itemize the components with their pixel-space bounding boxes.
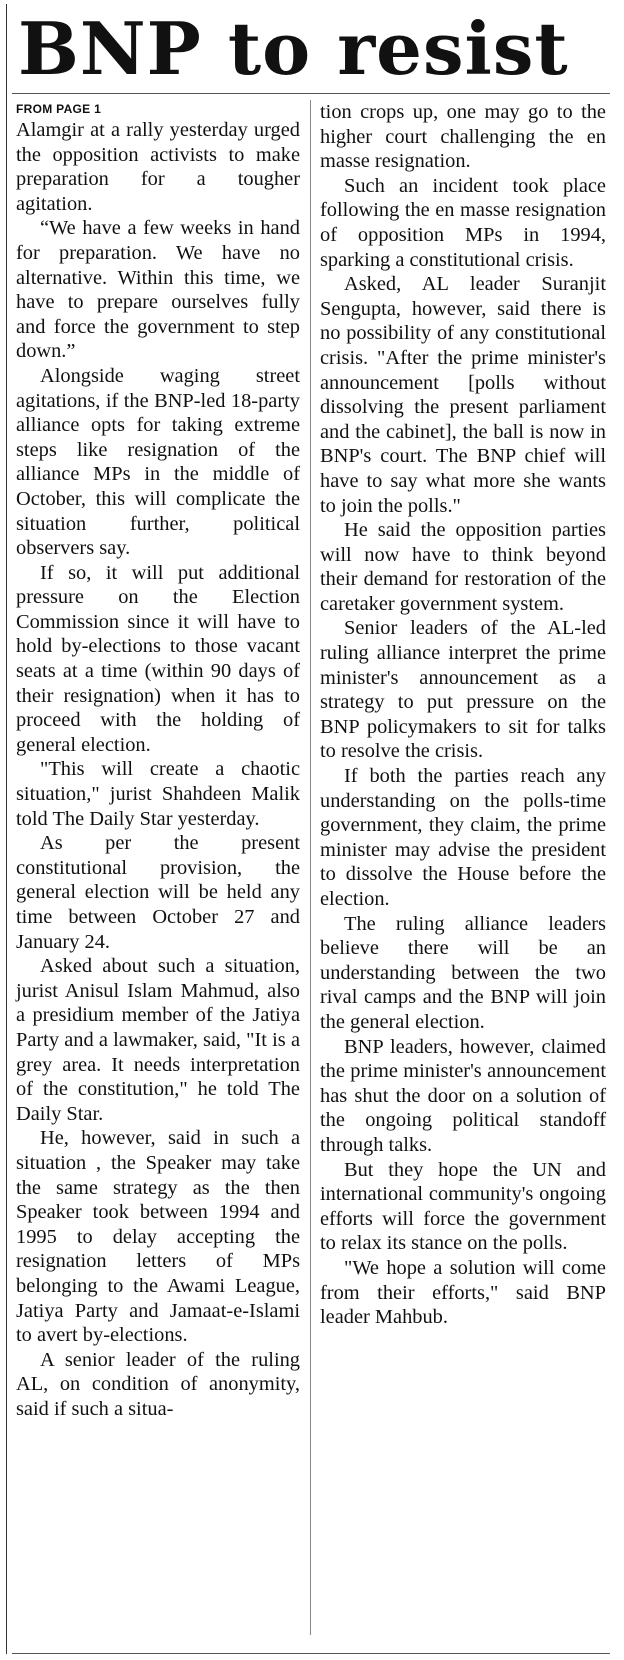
paragraph: Senior leaders of the AL-led ruling alliance interpret the prime minister's announcement as a strategy to put pressure on the BNP policymakers to sit for talks to resolve the crisis. xyxy=(320,617,606,763)
paragraph: Such an incident took place following the en masse resignation of opposition MPs in 1994, sparking a constitutional crisis. xyxy=(320,174,606,271)
headline: BNP to resist xyxy=(18,6,569,91)
paragraph: "This will create a chaotic situation," jurist Shahdeen Malik told The Daily Star yesterday. xyxy=(16,758,300,830)
article-column-2 xyxy=(320,100,606,1330)
paragraph: But they hope the UN and international community's ongoing efforts will force the government to relax its stance on the polls. xyxy=(320,1158,606,1255)
paragraph: As per the present constitutional provision, the general election will be held any time between October 27 and January 24. xyxy=(16,832,300,953)
paragraph: If so, it will put additional pressure on the Election Commission since it will have to hold by-elections to those vacant seats at a time (within 90 days of their resignation) when it has to proceed with the holding of general election. xyxy=(16,561,300,756)
paragraph: He said the opposition parties will now have to think beyond their demand for restoration of the caretaker government system. xyxy=(320,519,606,615)
article-column-1 xyxy=(16,100,300,1421)
paragraph: The ruling alliance leaders believe there will be an understanding between the two rival camps and the BNP will join the general election. xyxy=(320,912,606,1033)
paragraph: Alamgir at a rally yesterday urged the opposition activists to make preparation for a tougher agitation. xyxy=(16,119,300,215)
paragraph: “We have a few weeks in hand for preparation. We have no alternative. Within this time, we have to prepare ourselves fully and force the government to step down.” xyxy=(16,217,300,363)
bottom-rule xyxy=(12,1653,610,1654)
paragraph: He, however, said in such a situation , the Speaker may take the same strategy as the then Speaker took between 1994 and 1995 to delay accepting the resignation letters of MPs belonging to the Awami League, Jatiya Party and Jamaat-e-Islami to avert by-elections. xyxy=(16,1127,300,1347)
paragraph: A senior leader of the ruling AL, on condition of anonymity, said if such a situa- xyxy=(16,1348,300,1420)
dateline: FROM PAGE 1 xyxy=(16,102,102,116)
paragraph: tion crops up, one may go to the higher court challenging the en masse resignation. xyxy=(320,101,606,173)
paragraph: If both the parties reach any understanding on the polls-time government, they claim, the prime minister may advise the president to dissolve the House before the election. xyxy=(320,765,606,910)
paragraph: Alongside waging street agitations, if the BNP-led 18-party alliance opts for taking extreme steps like resignation of the alliance MPs in the middle of October, this will complicate the situation further, political observers say. xyxy=(16,364,300,560)
paragraph: Asked about such a situation, jurist Anisul Islam Mahmud, also a presidium member of the Jatiya Party and a lawmaker, said, "It is a grey area. It needs interpretation of the constitution," he told The Daily Star. xyxy=(16,955,300,1125)
paragraph: BNP leaders, however, claimed the prime minister's announcement has shut the door on a solution of the ongoing political standoff through talks. xyxy=(320,1035,606,1156)
paragraph: Asked, AL leader Suranjit Sengupta, however, said there is no possibility of any constitutional crisis. "After the prime minister's announcement [polls without dissolving the present parliament and the cabinet], the ball is now in BNP's court. The BNP chief will have to say what more she wants to join the polls." xyxy=(320,273,606,517)
headline-rule xyxy=(12,93,610,94)
column-divider xyxy=(310,100,311,1635)
paragraph: "We hope a solution will come from their efforts," said BNP leader Mahbub. xyxy=(320,1256,606,1329)
